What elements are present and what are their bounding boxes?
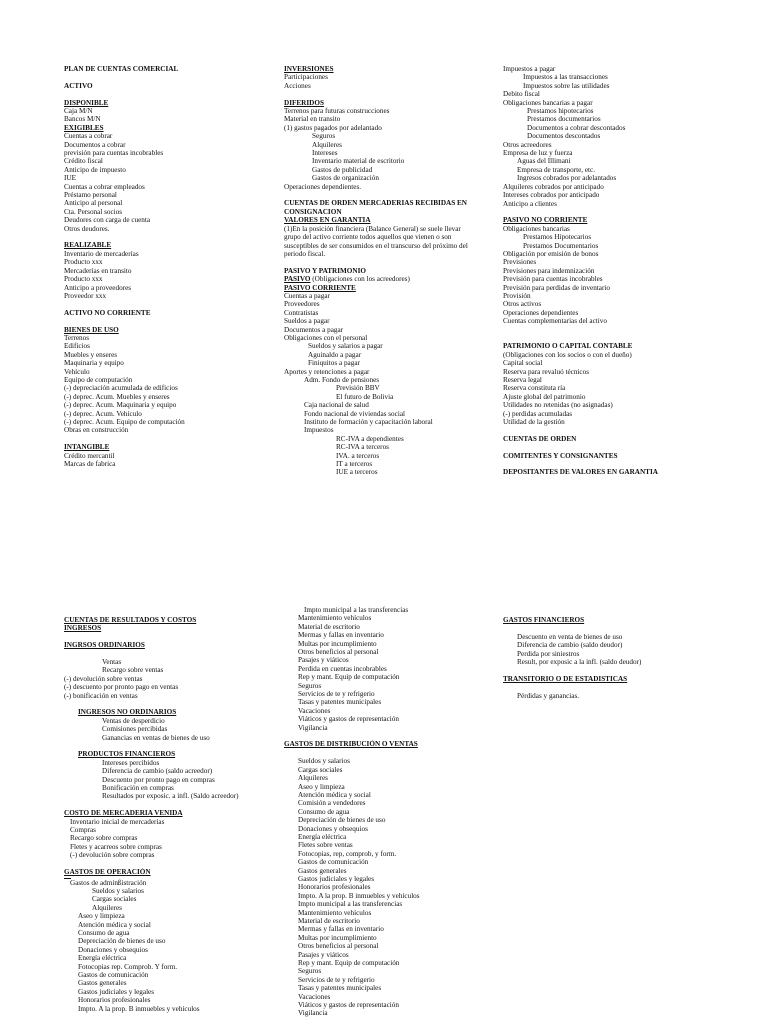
account-line: Viáticos y gastos de representación — [298, 1001, 399, 1010]
account-line: Consumo de agua — [298, 807, 350, 816]
account-line: Aseo y limpieza — [298, 782, 345, 791]
account-line: Inventario material de escritorio — [312, 157, 405, 166]
blank-line — [64, 742, 274, 750]
account-line: Provisión — [503, 291, 531, 300]
account-line: Vigilancia — [298, 1009, 328, 1018]
account-line: PASIVO (Obligaciones con los acreedores) — [284, 275, 410, 284]
section-heading: CUENTAS DE RESULTADOS Y COSTOS — [64, 616, 197, 624]
account-line: Prestamos documentarios — [527, 115, 601, 124]
blank-line — [64, 435, 274, 443]
blank-line — [284, 749, 494, 757]
section-heading: INGRESOS NO ORDINARIOS — [78, 708, 177, 717]
account-line: Muebles y enseres — [64, 350, 118, 359]
account-line: Diferencia de cambio (saldo deudor) — [517, 641, 623, 650]
account-line: Cuentas a cobrar empleados — [64, 182, 145, 191]
section-heading: PASIVO Y PATRIMONIO — [284, 266, 366, 275]
account-line: Operaciones dependientes. — [284, 182, 362, 191]
account-line: Ajuste global del patrimonio — [503, 392, 586, 401]
account-line: Ventas — [102, 658, 122, 666]
section-heading: ACTIVO NO CORRIENTE — [64, 308, 151, 317]
account-line: (-) perdidas acumuladas — [503, 409, 573, 418]
account-line: Finiquitos a pagar — [308, 359, 360, 368]
account-line: (-) deprec. Acum. Vehículo — [64, 409, 142, 418]
account-line: Prestamos Hipotecarios — [523, 233, 592, 242]
account-line: Gastos de comunicación — [298, 858, 369, 867]
account-line: Préstamo personal — [64, 191, 117, 200]
blank-line — [64, 73, 274, 81]
account-line: Donaciones y obsequios — [298, 824, 368, 833]
account-line: Previsiones — [503, 258, 537, 267]
blank-line — [64, 860, 274, 868]
account-line: Descuento en venta de bienes de uso — [517, 632, 623, 641]
account-line: Obligación por emisión de bonos — [503, 249, 599, 258]
account-line: Previsión para perdidas de inventario — [503, 283, 610, 292]
section-heading: ACTIVO — [64, 81, 93, 90]
column-resultados-ingresos — [64, 616, 274, 1013]
account-line: Reserva constituta ría — [503, 384, 566, 393]
blank-line — [284, 258, 494, 266]
account-line: Cta. Personal socios — [64, 207, 123, 216]
account-line: Otros activos — [503, 300, 542, 309]
account-line: Gastos judiciales y legales — [78, 987, 155, 996]
section-heading: CUENTAS DE ORDEN MERCADERIAS RECIBIDAS EN — [284, 199, 467, 208]
account-line: Marcas de fabrica — [64, 460, 116, 468]
account-line: Vigilancia — [298, 723, 328, 732]
section-heading: INTANGIBLE — [64, 443, 110, 452]
section-heading: REALIZABLE — [64, 241, 112, 250]
section-heading: COSTO DE MERCADERIA VENIDA — [64, 809, 183, 818]
section-heading: INGRSOS ORDINARIOS — [64, 641, 145, 650]
account-line: El futuro de Bolivia — [336, 392, 394, 401]
account-line: Otros deudores. — [64, 224, 110, 233]
account-line: Obligaciones bancarias a pagar — [503, 98, 593, 107]
account-line: Intereses cobrados por anticipado — [503, 191, 600, 200]
account-line: Viáticos y gastos de representación — [298, 715, 399, 724]
account-line: Cuentas a pagar — [284, 291, 330, 300]
account-line: Tasas y patentes municipales — [298, 984, 382, 993]
account-line: Fletes sobre ventas — [298, 841, 353, 850]
column-gastos-financieros — [503, 616, 718, 700]
account-line: Inventario de mercaderías — [64, 249, 139, 258]
account-line: Mantenimiento vehículos — [298, 908, 372, 917]
account-line: Intereses — [312, 149, 338, 158]
account-line: Vehículo — [64, 367, 90, 376]
account-line: Utilidades no retenidas (no asignadas) — [503, 401, 613, 410]
account-line: Anticipo a clientes — [503, 199, 557, 208]
account-line: Previsiones para indemnización — [503, 266, 595, 275]
account-line: RC-IVA a terceros — [336, 443, 389, 452]
account-line: Cuentas complementarias del activo — [503, 317, 607, 326]
account-line: Mermas y fallas en inventario — [298, 631, 384, 640]
account-line: Impto. A la prop. B inmuebles y vehículos — [298, 891, 420, 900]
account-line: Comisión a vendedores — [298, 799, 366, 808]
account-line: Gastos generales — [78, 979, 127, 988]
account-line: Seguros — [312, 132, 336, 141]
account-line: Anticipo al personal — [64, 199, 123, 208]
account-line: Alquileres — [312, 140, 342, 149]
account-line: Documentos a cobrar — [64, 140, 126, 149]
account-line: Material de escritorio — [298, 622, 360, 631]
section-heading: VALORES EN GARANTIA — [284, 216, 371, 225]
account-line: IVA. a terceros — [336, 451, 380, 460]
account-line: Participaciones — [284, 73, 328, 82]
account-line: Ventas de desperdicio — [102, 716, 165, 725]
account-line: Impuestos a las transacciones — [523, 73, 608, 82]
account-line: Gastos de comunicación — [78, 970, 149, 979]
account-line: Adm. Fondo de pensiones — [304, 375, 380, 384]
account-line: Pasajes y viáticos — [298, 950, 349, 959]
section-heading: PLAN DE CUENTAS COMERCIAL — [64, 65, 179, 73]
account-line: Multas por incumplimiento — [298, 639, 377, 648]
section-heading: INGRESOS — [64, 624, 102, 633]
account-line: IT a terceros — [336, 460, 373, 469]
account-line: Vacaciones — [298, 706, 331, 715]
blank-line — [64, 633, 274, 641]
section-heading: DIFERIDOS — [284, 98, 324, 107]
account-line: Bancos M/N — [64, 115, 101, 124]
account-line: Impto municipal a las transferencias — [298, 900, 403, 909]
blank-line — [284, 191, 494, 199]
account-line: Recargo sobre ventas — [102, 666, 164, 675]
account-line: Compras — [70, 826, 96, 835]
account-line: Equipo de computación — [64, 375, 133, 384]
section-heading: PRODUCTOS FINANCIEROS — [78, 750, 176, 759]
account-line: Crédito fiscal — [64, 157, 103, 166]
account-line: Ganancias en ventas de bienes de uso — [102, 733, 210, 742]
blank-line — [284, 90, 494, 98]
account-line: Operaciones dependientes — [503, 308, 579, 317]
account-line: Perdida en cuentas incobrables — [298, 664, 387, 673]
account-line: Gastos de organización — [312, 174, 379, 183]
account-line: Mantenimiento vehículos — [298, 614, 372, 623]
account-line: Empresa de luz y fuerza — [503, 149, 573, 158]
account-line: Reserva para revaluó técnicos — [503, 367, 590, 376]
account-line: Mermas y fallas en inventario — [298, 925, 384, 934]
account-line: (-) depreciación acumulada de edificios — [64, 384, 178, 393]
account-line: (-) deprec. Acum. Equipo de computación — [64, 417, 185, 426]
account-line: Inventario inicial de mercaderías — [70, 817, 165, 826]
account-line: Contratistas — [284, 308, 319, 317]
account-line: (-) deprec. Acum. Maquinaria y equipo — [64, 401, 177, 410]
account-line: Atención médica y social — [298, 790, 371, 799]
account-line: Perdida por siniestros — [517, 649, 580, 658]
account-line: Seguros — [298, 967, 322, 976]
account-line: Resultados por exposic. a infl. (Saldo acreedor) — [102, 792, 239, 801]
account-line: Material en transito — [284, 115, 341, 124]
account-line: Caja nacional de salud — [304, 401, 369, 410]
account-line: Energía eléctrica — [78, 954, 127, 963]
account-line: RC-IVA a dependientes — [336, 434, 404, 443]
account-line: Recargo sobre compras — [70, 834, 138, 843]
account-line: Fletes y acarreos sobre compras — [70, 842, 162, 851]
account-line: Caja M/N — [64, 107, 93, 115]
account-line: Gastos de publicidad — [312, 165, 373, 174]
blank-line — [503, 460, 718, 468]
account-line: Cuentas a cobrar — [64, 132, 113, 141]
account-line: Gastos de adminßistración — [70, 878, 147, 887]
account-line: Alquileres — [92, 903, 122, 912]
account-line: Cargas sociales — [298, 765, 343, 774]
account-line: Proveedor xxx — [64, 291, 107, 300]
blank-line — [503, 443, 718, 451]
account-line: Gastos generales — [298, 866, 347, 875]
blank-line — [64, 801, 274, 809]
account-line: Deudores con carga de cuenta — [64, 216, 151, 225]
account-line: Aseo y limpieza — [78, 912, 125, 921]
account-line: Debito fiscal — [503, 90, 540, 99]
account-line: Consumo de agua — [78, 928, 130, 937]
account-line: Tasas y patentes municipales — [298, 698, 382, 707]
account-line: Honorarios profesionales — [298, 883, 371, 892]
account-line: Fotocopias rep. Comprob. Y form. — [78, 962, 178, 971]
account-line: Result, por exposic a la infl. (saldo deudor) — [517, 658, 642, 667]
account-line: Producto xxx — [64, 258, 103, 267]
account-line: periodo fiscal. — [284, 249, 326, 258]
account-line: Fotocopias, rep, comprob, y form. — [298, 849, 397, 858]
account-line: (-) descuento por pronto pago en ventas — [64, 683, 179, 692]
column-inversiones-pasivo — [284, 65, 494, 477]
blank-line — [503, 208, 718, 216]
account-line: Rep y mant. Equip de computación — [298, 673, 400, 682]
blank-line — [64, 650, 274, 658]
blank-line — [503, 426, 718, 434]
account-line: Terrenos para futuras construcciones — [284, 107, 390, 116]
account-line: Honorarios profesionales — [78, 996, 151, 1005]
account-line: IUE a terceros — [336, 468, 378, 477]
account-line: Ingresos cobrados por adelantados — [517, 174, 617, 183]
account-line: Documentos descontados — [527, 132, 601, 141]
account-line: Rep y mant. Equip de computación — [298, 959, 400, 968]
account-line: Servicios de te y refrigerio — [298, 690, 375, 699]
account-line: Sueldos y salarios a pagar — [308, 342, 383, 351]
account-line: Anticipo a proveedores — [64, 283, 132, 292]
account-line: Previsión para cuentas incobrables — [503, 275, 603, 284]
blank-line — [64, 317, 274, 325]
account-line: Depreciación de bienes de uso — [298, 816, 386, 825]
account-line: Cargas sociales — [92, 895, 137, 904]
section-heading: COMITENTES Y CONSIGNANTES — [503, 451, 618, 460]
account-line: Proveedores — [284, 300, 320, 309]
section-heading: GASTOS DE DISTRIBUCIÓN O VENTAS — [284, 740, 418, 749]
column-activo — [64, 65, 274, 468]
account-line: Obligaciones bancarias — [503, 224, 570, 233]
column-pasivo-patrimonio — [503, 65, 718, 477]
account-line: Crédito mercantil — [64, 451, 115, 460]
account-line: (-) deprec. Acum. Muebles y enseres — [64, 392, 170, 401]
account-line: Descuento por pronto pago en compras — [102, 775, 215, 784]
blank-line — [503, 326, 718, 334]
account-line: Maquinaria y equipo — [64, 359, 124, 368]
account-line: Sueldos y salarios — [92, 886, 144, 895]
account-line: Multas por incumplimiento — [298, 933, 377, 942]
blank-line — [64, 300, 274, 308]
section-heading: CONSIGNACION — [284, 207, 342, 216]
account-line: Prestamos hipotecarios — [527, 107, 594, 116]
account-line: Servicios de te y refrigerio — [298, 975, 375, 984]
blank-line — [503, 666, 718, 674]
account-line: Impuestos sobre las utilidades — [523, 81, 610, 90]
account-line: Documentos a cobrar descontados — [527, 123, 626, 132]
account-line: (1)En la posición financiera (Balance General) se suele llevar — [284, 224, 461, 233]
section-heading: TRANSITORIO O DE ESTADISTICAS — [503, 674, 628, 683]
account-line: Vacaciones — [298, 992, 331, 1001]
account-line: Pasajes y viáticos — [298, 656, 349, 665]
account-line: Anticipo de impuesto — [64, 165, 126, 174]
account-line: Fondo nacional de viviendas social — [304, 409, 406, 418]
account-line: Acciones — [284, 81, 311, 90]
column-gastos-distribucion — [284, 606, 494, 1018]
blank-line — [503, 683, 718, 691]
account-line: previsión para cuentas incobrables — [64, 149, 164, 158]
account-line: susceptibles de ser consumidos en el transcurso del próximo del — [284, 241, 468, 250]
blank-line — [503, 334, 718, 342]
section-heading: GASTOS DE OPERACIÓN — [64, 868, 151, 877]
section-heading: PATRIMONIO O CAPITAL CONTABLE — [503, 342, 633, 351]
account-line: Seguros — [298, 681, 322, 690]
account-line: Capital social — [503, 359, 543, 368]
account-line: Terrenos — [64, 333, 90, 342]
account-line: Edificios — [64, 342, 90, 351]
account-line: (-) devolución sobre ventas — [64, 674, 143, 683]
account-line: Otros acreedores — [503, 140, 552, 149]
account-line: Documentos a pagar — [284, 325, 344, 334]
section-heading: CUENTAS DE ORDEN — [503, 434, 577, 443]
account-line: Reserva legal — [503, 375, 542, 384]
account-line: Otros beneficios al personal — [298, 648, 379, 657]
account-line: Impuestos a pagar — [503, 65, 556, 73]
account-line: Intereses percibidos — [102, 758, 160, 767]
account-line: (Obligaciones con los socios o con el dueño) — [503, 350, 632, 359]
account-line: Impuestos — [304, 426, 334, 435]
account-line: Alquileres — [298, 774, 328, 783]
account-line: Mercaderías en transito — [64, 266, 132, 275]
account-line: Material de escritorio — [298, 917, 360, 925]
account-line: Aportes y retenciones a pagar — [284, 367, 370, 376]
account-line: Donaciones y obsequios — [78, 945, 148, 954]
account-line: Impto municipal a las transferencias — [304, 606, 409, 614]
account-line: Aguas del Illimani — [517, 157, 571, 166]
section-heading: PASIVO CORRIENTE — [284, 283, 356, 292]
account-line: IUE — [64, 174, 76, 183]
account-line: (-) bonificación en ventas — [64, 691, 138, 700]
section-heading: GASTOS FINANCIEROS — [503, 616, 585, 624]
account-line: Atención médica y social — [78, 920, 151, 929]
account-line: Depreciación de bienes de uso — [78, 937, 166, 946]
account-line: Obligaciones con el personal — [284, 333, 368, 342]
account-line: (1) gastos pagados por adelantado — [284, 123, 382, 132]
account-line: Diferencia de cambio (saldo acreedor) — [102, 767, 213, 776]
account-line: grupo del activo corriente todos aquellos que vienen o son — [284, 233, 452, 242]
section-heading: DEPOSITANTES DE VALORES EN GARANTIA — [503, 468, 658, 477]
account-line: (-) devolución sobre compras — [70, 851, 155, 860]
account-line: Bonificación en compras — [102, 784, 174, 793]
account-line: Previsión BBV — [336, 384, 380, 393]
blank-line — [64, 233, 274, 241]
section-heading: EXIGIBLES — [64, 123, 104, 132]
section-heading: PASIVO NO CORRIENTE — [503, 216, 588, 225]
blank-line — [503, 624, 718, 632]
account-line: Producto xxx — [64, 275, 103, 284]
account-line: Otros beneficios al personal — [298, 942, 379, 951]
account-line: Sueldos y salarios — [298, 757, 350, 766]
account-line: Alquileres cobrados por anticipado — [503, 182, 604, 191]
account-line: Gastos judiciales y legales — [298, 874, 375, 883]
account-line: Pérdidas y ganancias. — [517, 691, 580, 700]
section-heading: DISPONIBLE — [64, 98, 109, 107]
blank-line — [64, 700, 274, 708]
section-heading: BIENES DE USO — [64, 325, 119, 334]
account-line: Obras en construcción — [64, 426, 129, 435]
account-line: Aguinaldo a pagar — [308, 350, 362, 359]
account-line: Sueldos a pagar — [284, 317, 330, 326]
account-line: Empresa de transporte, etc. — [517, 165, 596, 174]
account-line: Utilidad de la gestión — [503, 418, 565, 427]
account-line: Prestamos Documentarios — [523, 241, 599, 250]
section-heading: INVERSIONES — [284, 65, 334, 73]
blank-line — [64, 90, 274, 98]
account-line: Energía eléctrica — [298, 832, 347, 841]
account-line: Impto. A la prop. B inmuebles y vehículos — [78, 1004, 200, 1013]
blank-line — [284, 732, 494, 740]
account-line: Instituto de formación y capacitación laboral — [304, 418, 433, 427]
account-line: Comisiones percibidas — [102, 725, 168, 734]
